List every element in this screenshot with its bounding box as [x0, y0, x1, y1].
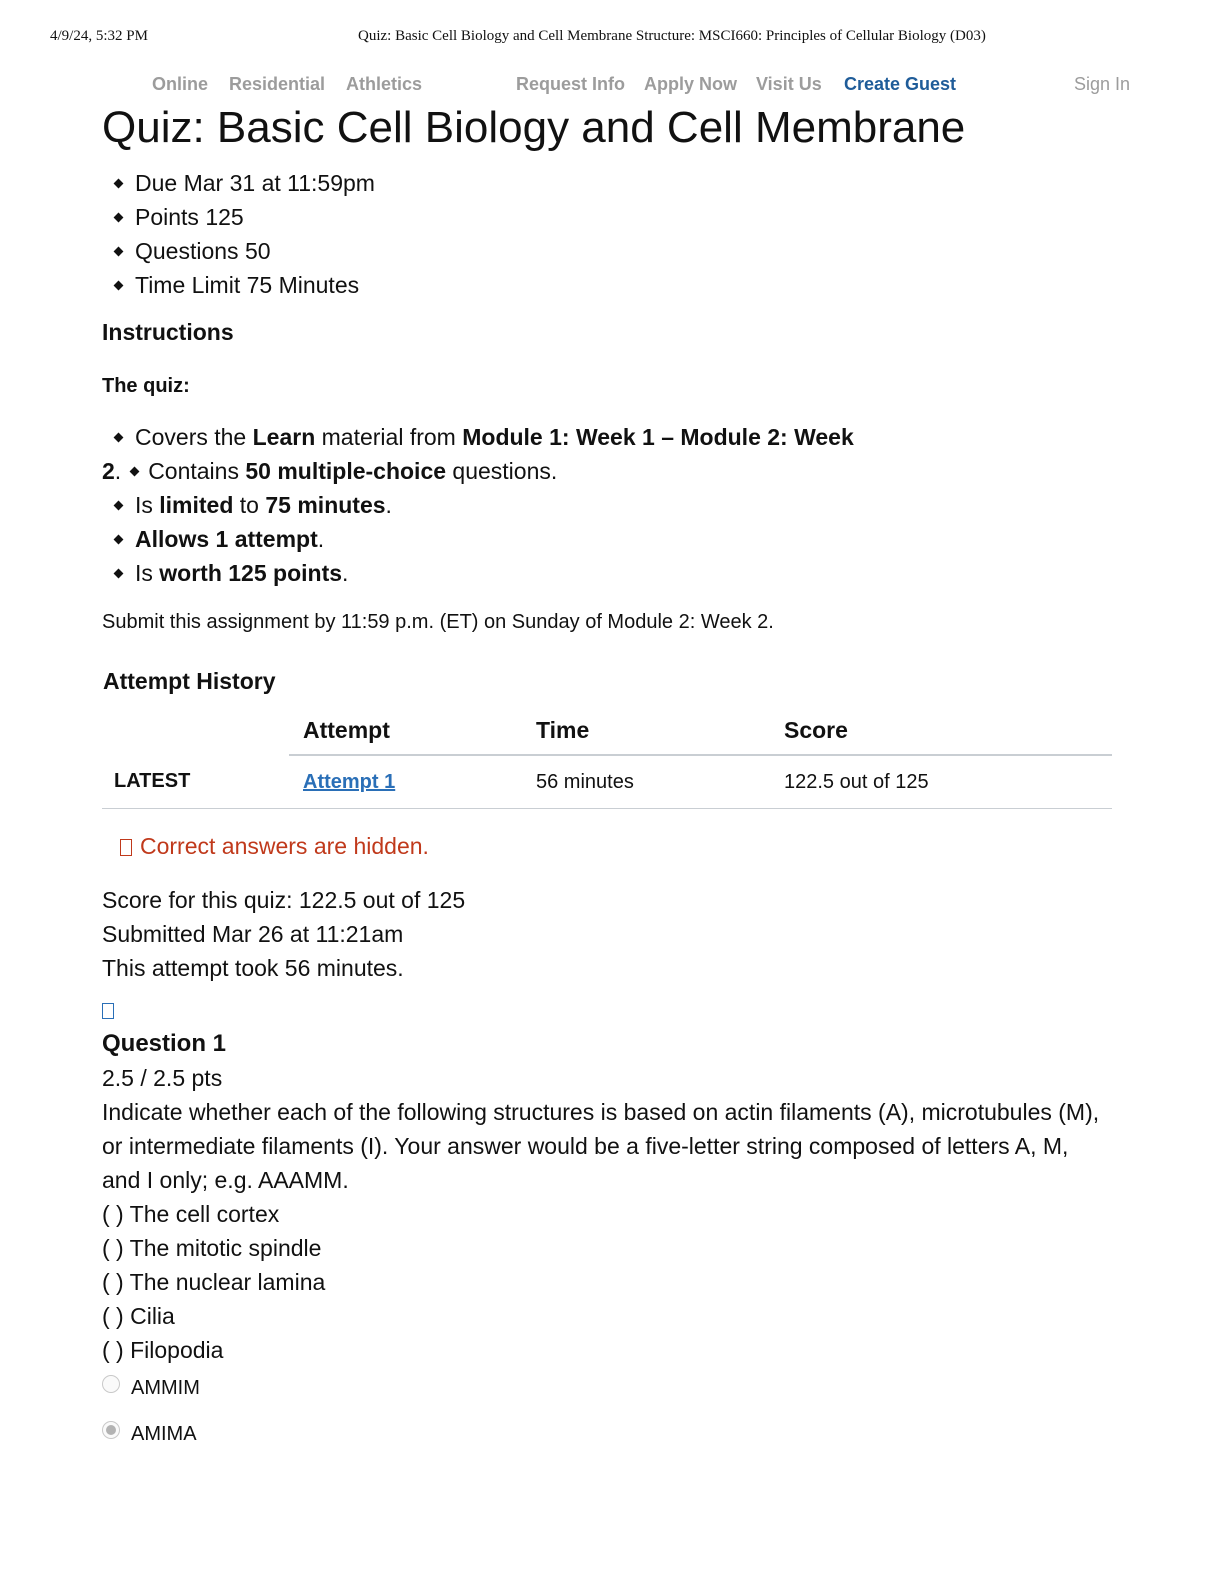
attempt-cell	[289, 755, 535, 809]
answers-hidden-notice	[120, 831, 1112, 861]
instr-covers-tail: 2	[102, 458, 115, 484]
answer-options	[102, 1375, 1112, 1467]
meta-due	[102, 166, 1112, 200]
attempt-1-link[interactable]: Attempt 1	[303, 770, 396, 793]
attempt-history-heading: Attempt History	[103, 668, 276, 694]
score-line: Score for this quiz: 122.5 out of 125	[102, 887, 466, 913]
print-datetime: 4/9/24, 5:32 PM	[50, 28, 148, 44]
answer-radio[interactable]	[102, 1375, 120, 1393]
instr-limited	[102, 488, 1112, 522]
meta-due-label: Due	[135, 170, 178, 196]
latest-tag: LATEST	[102, 755, 289, 809]
duration-line: This attempt took 56 minutes.	[102, 955, 404, 981]
col-time: Time	[535, 706, 783, 755]
table-row	[102, 755, 1112, 809]
question-flag-icon[interactable]	[102, 1003, 114, 1019]
answer-label: AMMIM	[131, 1377, 200, 1399]
instr-limited-text-b: to	[233, 492, 266, 518]
list-item: ( ) The nuclear lamina	[102, 1269, 326, 1295]
meta-points-value: 125	[205, 204, 244, 230]
nav-residential-link[interactable]: Residential	[229, 74, 326, 94]
list-item: ( ) Filopodia	[102, 1337, 224, 1363]
nav-sign-in-link[interactable]: Sign In	[1074, 74, 1131, 94]
question-items	[102, 1197, 1112, 1367]
list-item: ( ) The cell cortex	[102, 1201, 280, 1227]
print-title: Quiz: Basic Cell Biology and Cell Membrane Structure: MSCI660: Principles of Cellular Biology (D03)	[358, 28, 986, 44]
instr-limited-text: Is	[135, 492, 160, 518]
quiz-content	[102, 100, 1112, 1467]
list-item: ( ) Cilia	[102, 1303, 175, 1329]
instr-limited-minutes: 75 minutes	[265, 492, 386, 518]
attempt-score: 122.5 out of 125	[783, 755, 1112, 809]
nav-online-link[interactable]: Online	[152, 74, 209, 94]
question-title: Question 1	[102, 1030, 227, 1057]
quiz-meta-list	[102, 166, 1112, 302]
instr-covers-learn: Learn	[252, 424, 316, 450]
answers-hidden-text: Correct answers are hidden.	[140, 833, 429, 859]
bullet-icon	[130, 467, 140, 477]
list-item: ( ) The mitotic spindle	[102, 1235, 322, 1261]
instr-contains-text: Contains	[148, 458, 246, 484]
instr-contains	[102, 454, 1112, 488]
submit-note: Submit this assignment by 11:59 p.m. (ET) on Sunday of Module 2: Week 2.	[102, 611, 774, 633]
instr-limited-period: .	[385, 492, 392, 518]
instr-worth-text: Is	[135, 560, 160, 586]
instr-covers-text-b: material from	[315, 424, 463, 450]
answer-label: AMIMA	[131, 1423, 197, 1445]
nav-athletics-link[interactable]: Athletics	[346, 74, 423, 94]
page-title: Quiz: Basic Cell Biology and Cell Membrane	[102, 103, 966, 152]
col-attempt: Attempt	[289, 706, 535, 755]
instr-contains-text-b: questions.	[446, 458, 558, 484]
instr-worth-period: .	[342, 560, 349, 586]
print-header	[0, 28, 1224, 48]
blank-header-cell	[102, 706, 289, 755]
meta-time-limit	[102, 268, 1112, 302]
answer-option[interactable]	[102, 1375, 1112, 1421]
nav-visit-us-link[interactable]: Visit Us	[756, 74, 822, 94]
attempt-time: 56 minutes	[535, 755, 783, 809]
meta-points-label: Points	[135, 204, 199, 230]
instr-allows	[102, 522, 1112, 556]
answer-option[interactable]	[102, 1421, 1112, 1467]
instr-worth	[102, 556, 1112, 590]
instructions-list	[102, 420, 1112, 590]
instr-contains-bold: 50 multiple-choice	[245, 458, 447, 484]
instr-covers-period: .	[114, 458, 122, 484]
nav-apply-now-link[interactable]: Apply Now	[644, 74, 737, 94]
meta-questions-value: 50	[244, 238, 271, 264]
instr-worth-bold: worth 125 points	[159, 560, 343, 586]
instr-allows-bold: Allows 1 attempt	[135, 526, 318, 552]
attempt-table-header	[102, 706, 1112, 755]
meta-due-value: Mar 31 at 11:59pm	[183, 170, 375, 196]
instr-limited-bold: limited	[159, 492, 234, 518]
instructions-heading: Instructions	[102, 319, 234, 345]
instr-covers-text: Covers the	[135, 424, 253, 450]
quiz-label: The quiz:	[102, 375, 190, 397]
question-points: 2.5 / 2.5 pts	[102, 1065, 223, 1091]
warning-icon	[120, 839, 132, 856]
question-text: Indicate whether each of the following structures is based on actin filaments (A), microtubules (M), or intermediate filaments (I). Your answer would be a five-letter string composed of letters A, M, and I only; e.g. AAAMM.	[102, 1099, 1100, 1193]
top-navigation	[0, 74, 1224, 102]
answer-radio-selected[interactable]	[102, 1421, 120, 1439]
meta-questions	[102, 234, 1112, 268]
instr-covers-module: Module 1: Week 1 – Module 2: Week	[462, 424, 854, 450]
meta-time-label: Time Limit	[135, 272, 241, 298]
score-summary	[102, 883, 1112, 985]
attempt-history-table	[102, 706, 1112, 809]
meta-time-value: 75 Minutes	[246, 272, 360, 298]
nav-create-guest-link[interactable]: Create Guest	[844, 74, 957, 94]
submitted-line: Submitted Mar 26 at 11:21am	[102, 921, 404, 947]
col-score: Score	[783, 706, 1112, 755]
instr-allows-period: .	[317, 526, 325, 552]
meta-questions-label: Questions	[135, 238, 239, 264]
nav-request-info-link[interactable]: Request Info	[516, 74, 626, 94]
meta-points	[102, 200, 1112, 234]
instr-covers	[102, 420, 1112, 454]
